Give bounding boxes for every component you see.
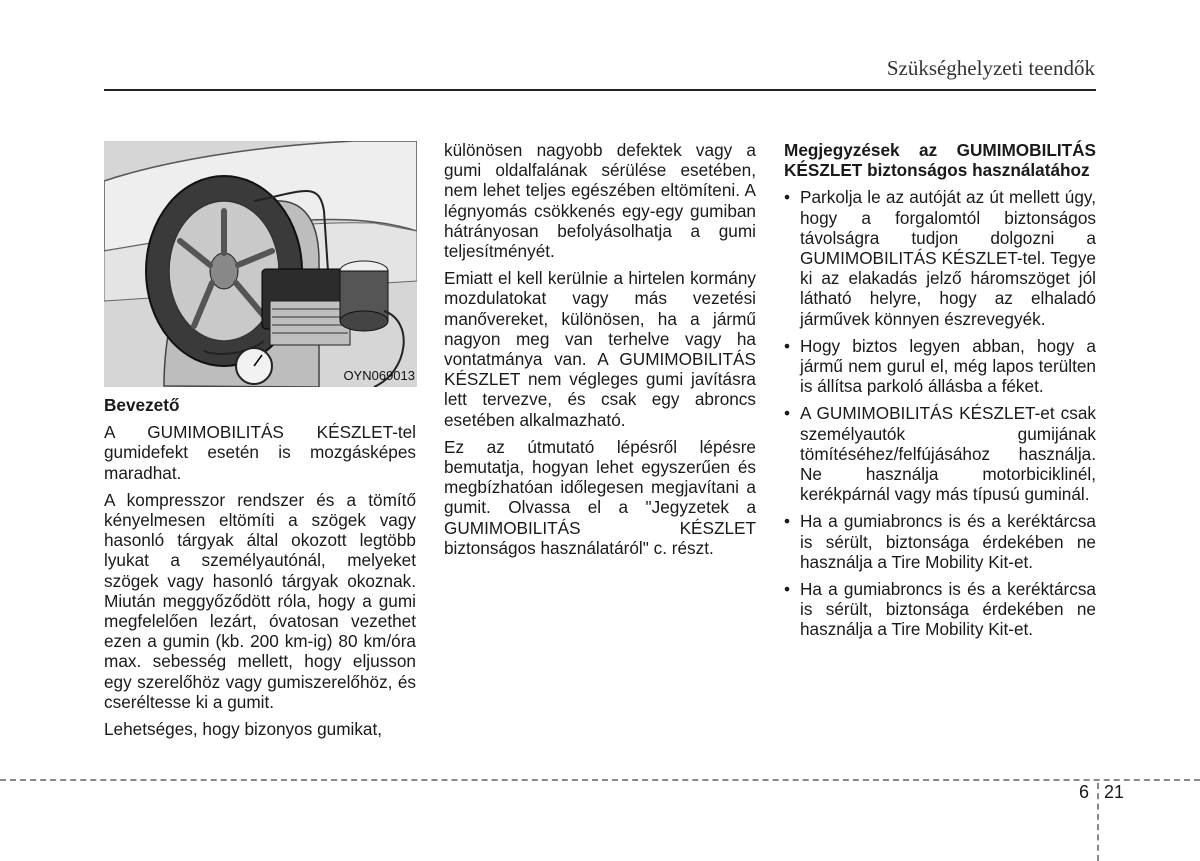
safety-notes-list xyxy=(784,187,1096,639)
section-heading-safety: Megjegyzések az GUMIMOBILITÁS KÉSZLET biztonságos használatához xyxy=(784,140,1096,181)
paragraph: A GUMIMOBILITÁS KÉSZLET-tel gumidefekt esetén is mozgásképes maradhat. xyxy=(104,422,416,483)
paragraph: A kompresszor rendszer és a tömítő kényelmesen eltömíti a szögek vagy hasonló tárgyak által okozott legtöbb lyukat a személyautónál, melyeket szögek vagy hasonló tárgyak okoznak. Miután meggyőződött róla, hogy a gumi megfelelően lezárt, óvatosan vezethet ezen a gumin (kb. 200 km-ig) 80 km/óra max. sebesség mellett, hogy eljusson egy szerelőhöz vagy gumiszerelőhöz, és cseréltesse ki a gumit. xyxy=(104,489,416,712)
column-middle xyxy=(444,140,756,565)
car-and-compressor-drawing xyxy=(104,141,417,387)
list-item: • Hogy biztos legyen abban, hogy a jármű nem gurul el, még lapos terülten is állítsa parkoló állásba a féket. xyxy=(784,336,1096,397)
footer-rule xyxy=(0,779,1200,781)
page-number: 21 xyxy=(1104,782,1125,802)
section-number: 6 xyxy=(1079,782,1090,802)
list-item: • A GUMIMOBILITÁS KÉSZLET-et csak személyautók gumijának tömítéséhez/felfújásához használja. Ne használja motorbiciklinél, kerékpárnál vagy más típusú guminál. xyxy=(784,403,1096,504)
list-item: • Ha a gumiabroncs is és a keréktárcsa is sérült, biztonsága érdekében ne használja a Tire Mobility Kit-et. xyxy=(784,579,1096,640)
section-heading-intro: Bevezető xyxy=(104,395,180,415)
paragraph: különösen nagyobb defektek vagy a gumi oldalfalának sérülése esetében, nem lehet teljes egészében eltömíteni. A légnyomás csökkenés egy-egy gumiban hátrányosan befolyásolhatja a gumi teljesítményét. xyxy=(444,140,756,262)
paragraph: Emiatt el kell kerülnie a hirtelen kormány mozdulatokat vagy más vezetési manővereket, különösen, ha a jármű nagyon meg van terhelve vagy ha vontatmánya van. A GUMIMOBILITÁS KÉSZLET nem végleges gumi javításra lett tervezve, és csak egy abroncs esetében alkalmazható. xyxy=(444,268,756,430)
column-right xyxy=(784,140,1096,647)
paragraph: Ez az útmutató lépésről lépésre bemutatja, hogyan lehet egyszerűen és megbízhatóan időlegesen megjavítani a gumit. Olvassa el a "Jegyzetek a GUMIMOBILITÁS KÉSZLET biztonságos használatáról" c. részt. xyxy=(444,436,756,558)
figure-code: OYN069013 xyxy=(343,368,415,383)
page-header-title: Szükséghelyzeti teendők xyxy=(886,56,1095,80)
paragraph: Lehetséges, hogy bizonyos gumikat, xyxy=(104,719,383,740)
list-item: • Parkolja le az autóját az út mellett úgy, hogy a forgalomtól biztonságos távolságra tudjon dolgozni a GUMIMOBILITÁS KÉSZLET-tel. Tegye ki az elakadás jelző háromszöget jól látható helyre, hogy az elhaladó járművek könnyen észrevegyék. xyxy=(784,187,1096,328)
list-item: • Ha a gumiabroncs is és a keréktárcsa is sérült, biztonsága érdekében ne használja a Tire Mobility Kit-et. xyxy=(784,511,1096,572)
tire-kit-illustration xyxy=(104,141,417,387)
page-number-divider xyxy=(1097,783,1099,861)
column-left xyxy=(104,395,416,746)
header-rule xyxy=(104,89,1096,91)
